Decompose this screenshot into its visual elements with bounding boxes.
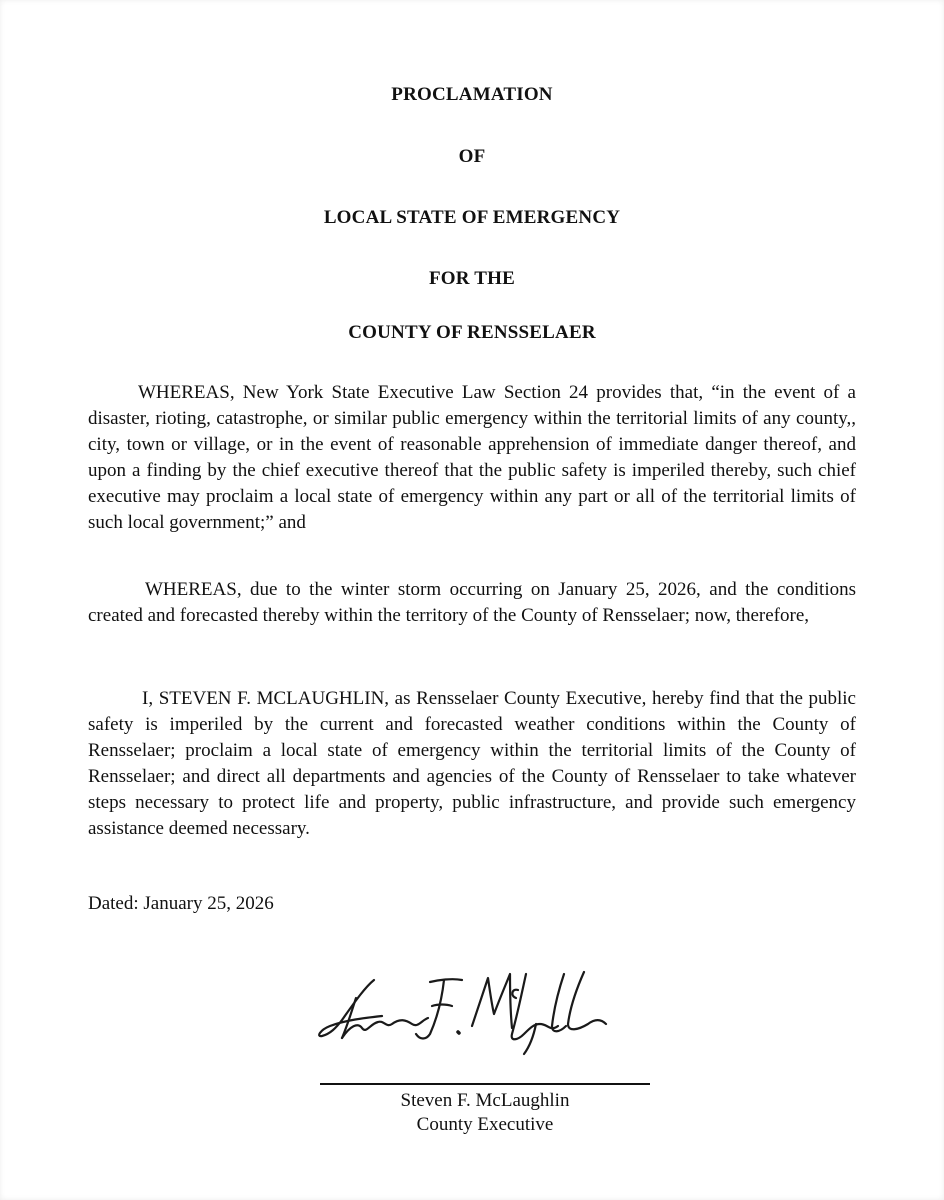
whereas-paragraph-2: WHEREAS, due to the winter storm occurring on January 25, 2026, and the conditions created and forecasted thereby within the territory of the County of Rensselaer; now, therefore,: [88, 579, 856, 626]
title-for-the: FOR THE: [428, 268, 516, 289]
title-county-of-rensselaer: COUNTY OF RENSSELAER: [348, 322, 596, 343]
signer-name: Steven F. McLaughlin: [400, 1090, 570, 1111]
dated-line: Dated: January 25, 2026: [88, 893, 274, 914]
title-of: OF: [458, 146, 486, 167]
signer-title: County Executive: [416, 1114, 554, 1135]
title-local-state-of-emergency: LOCAL STATE OF EMERGENCY: [323, 207, 621, 228]
handwritten-signature: [312, 968, 612, 1058]
whereas-paragraph-1: WHEREAS, New York State Executive Law Section 24 provides that, “in the event of a disaster, rioting, catastrophe, or similar public emergency within the territorial limits of any county,, city, town or village, or in the event of reasonable apprehension of immediate danger thereof, and upon a finding by the chief executive thereof that the public safety is imperiled thereby, such chief executive may proclaim a local state of emergency within any part or all of the territorial limits of such local government;” and: [88, 382, 856, 533]
signature-line: [320, 1083, 650, 1085]
proclamation-paragraph: I, STEVEN F. MCLAUGHLIN, as Rensselaer County Executive, hereby find that the public safety is imperiled by the current and forecasted weather conditions within the County of Rensselaer; proclaim a local state of emergency within the territorial limits of the County of Rensselaer; and direct all departments and agencies of the County of Rensselaer to take whatever steps necessary to protect life and property, public infrastructure, and provide such emergency assistance deemed necessary.: [88, 688, 856, 839]
title-proclamation: PROCLAMATION: [391, 84, 553, 105]
